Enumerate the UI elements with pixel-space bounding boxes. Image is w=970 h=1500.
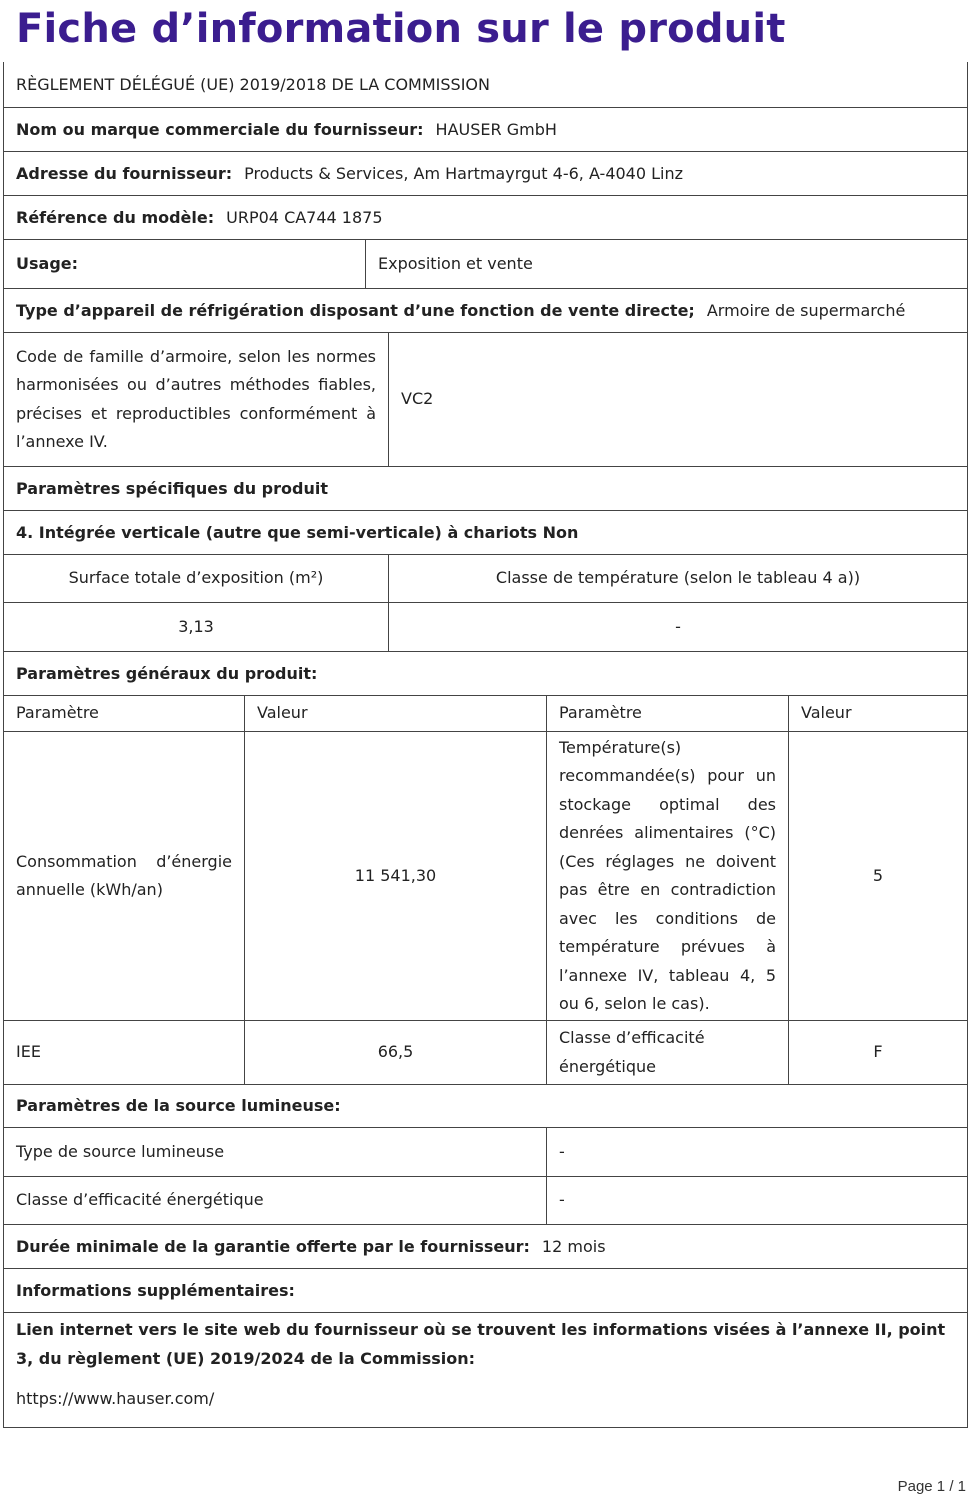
address-value: Products & Services, Am Hartmayrgut 4-6, A-4040 Linz [244, 163, 684, 183]
specific-params-heading: Paramètres spécifiques du produit [16, 478, 328, 498]
usage-row [4, 240, 967, 289]
energy-row [4, 732, 967, 1021]
category-row [4, 511, 967, 555]
general-params-heading: Paramètres généraux du produit: [16, 663, 318, 683]
additional-info-heading: Informations supplémentaires: [16, 1280, 295, 1300]
regulation-text: RÈGLEMENT DÉLÉGUÉ (UE) 2019/2018 DE LA COMMISSION [16, 74, 490, 94]
model-label: Référence du modèle: [16, 207, 215, 227]
specific-header-row [4, 555, 967, 603]
eei-value: 66,5 [245, 1021, 547, 1084]
regulation-row [4, 62, 967, 108]
energy-class-label [547, 1021, 789, 1084]
family-code-label-text: Code de famille d’armoire, selon les normes harmonisées ou d’autres méthodes fiables, précises et reproductibles conformément à l’annexe IV. [16, 346, 376, 451]
family-code-label [4, 333, 389, 466]
warranty-value: 12 mois [541, 1236, 606, 1256]
appliance-type-row [4, 289, 967, 333]
display-area-header: Surface totale d’exposition (m²) [4, 555, 389, 602]
address-label: Adresse du fournisseur: [16, 163, 233, 183]
supplier-label: Nom ou marque commerciale du fournisseur: [16, 119, 424, 139]
param-header-2: Paramètre [547, 696, 789, 731]
specific-params-heading-row [4, 467, 967, 511]
appliance-type-value: Armoire de supermarché [706, 300, 906, 320]
model-row [4, 196, 967, 240]
warranty-label: Durée minimale de la garantie offerte par le fournisseur: [16, 1236, 530, 1256]
temperature-class-value: - [675, 616, 681, 636]
model-value: URP04 CA744 1875 [226, 207, 383, 227]
family-code-row [4, 333, 967, 467]
address-row [4, 152, 967, 196]
website-url[interactable]: https://www.hauser.com/ [16, 1389, 215, 1408]
light-type-value: - [559, 1141, 565, 1161]
light-source-heading: Paramètres de la source lumineuse: [16, 1096, 341, 1115]
value-header-1: Valeur [245, 696, 547, 731]
recommended-temperature-label [547, 732, 789, 1020]
website-block [4, 1313, 967, 1427]
warranty-row [4, 1225, 967, 1269]
appliance-type-label: Type d’appareil de réfrigération disposant d’une fonction de vente directe; [16, 300, 695, 320]
website-label: Lien internet vers le site web du fournisseur où se trouvent les informations visées à l’annexe II, point 3, du règlement (UE) 2019/2024 de la Commission: [16, 1320, 946, 1368]
eei-label: IEE [4, 1021, 245, 1084]
energy-consumption-value: 11 541,30 [245, 732, 547, 1020]
page-title: Fiche d’information sur le produit [16, 6, 786, 52]
additional-info-row [4, 1269, 967, 1313]
light-type-label: Type de source lumineuse [4, 1128, 547, 1176]
light-class-value: - [559, 1190, 565, 1210]
light-source-heading-row [4, 1085, 967, 1128]
usage-label [4, 240, 366, 288]
product-info-sheet [3, 62, 968, 1428]
temperature-class-header: Classe de température (selon le tableau 4 a)) [495, 568, 861, 588]
general-params-heading-row [4, 652, 967, 696]
energy-consumption-label [4, 732, 245, 1020]
usage-label-text: Usage: [16, 253, 79, 273]
energy-class-value: F [873, 1042, 883, 1062]
recommended-temperature-value: 5 [872, 865, 884, 885]
energy-consumption-label-text: Consommation d’énergie annuelle (kWh/an) [16, 851, 232, 899]
recommended-temperature-label-text: Température(s) recommandée(s) pour un stockage optimal des denrées alimentaires (°C) (Ces réglages ne doivent pas être en contradiction avec les conditions de température prévues à l’annexe IV, tableau 4, 5 ou 6, selon le cas). [559, 737, 776, 1013]
general-header-row [4, 696, 967, 732]
supplier-row [4, 108, 967, 152]
eei-row [4, 1021, 967, 1085]
light-class-row [4, 1177, 967, 1225]
light-type-row [4, 1128, 967, 1177]
param-header-1: Paramètre [4, 696, 245, 731]
value-header-2: Valeur [801, 703, 852, 723]
specific-value-row [4, 603, 967, 652]
category-text: 4. Intégrée verticale (autre que semi-verticale) à chariots Non [16, 522, 579, 542]
light-class-label: Classe d’efficacité énergétique [4, 1177, 547, 1224]
display-area-value: 3,13 [4, 603, 389, 651]
page-number: Page 1 / 1 [897, 1478, 966, 1495]
family-code-value: VC2 [401, 389, 434, 409]
energy-class-label-text: Classe d’efficacité énergétique [559, 1028, 705, 1076]
usage-value: Exposition et vente [378, 253, 533, 273]
supplier-value: HAUSER GmbH [435, 119, 557, 139]
